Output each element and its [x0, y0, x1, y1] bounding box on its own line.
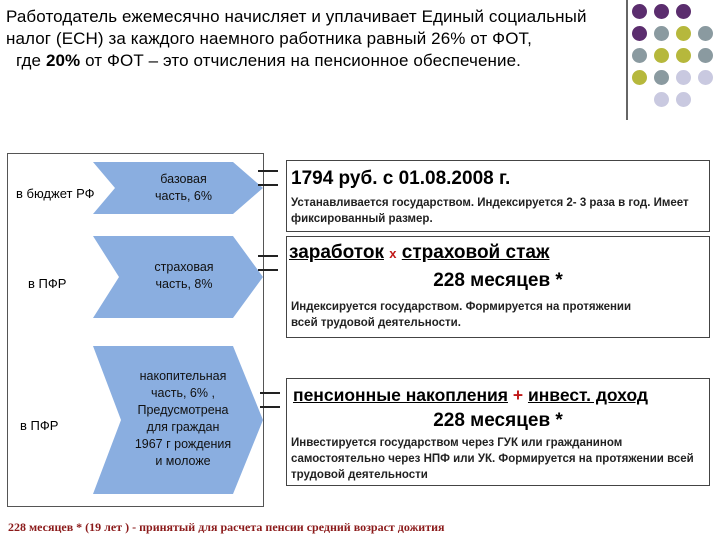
funded-part-line-1: накопительная — [139, 369, 227, 383]
insurance-formula-numerator — [289, 241, 549, 266]
funded-part-line-4: для граждан — [146, 420, 220, 434]
heading-percent: 20% — [45, 51, 81, 70]
insurance-part-line-1: страховая — [154, 260, 214, 274]
distribution-frame — [7, 153, 264, 507]
insurance-part-line-2: часть, 8% — [155, 277, 213, 291]
fund-pfr-label-1: в ПФР — [28, 276, 67, 291]
basic-pension-box — [286, 160, 710, 232]
insurance-part-chevron — [93, 236, 263, 318]
funded-pension-note: Инвестируется государством через ГУК или гражданином самостоятельно через НПФ или УК. Формируется на протяжении всей трудовой деятельности — [291, 437, 694, 481]
heading-line-2: налог (ЕСН) за каждого наемного работника равный 26% от ФОТ, — [6, 29, 532, 48]
insurance-numerator-a: заработок — [289, 242, 384, 263]
funded-formula-denominator: 228 месяцев * — [433, 410, 563, 431]
insurance-pension-box — [286, 236, 710, 338]
funded-numerator-a: пенсионные накопления — [293, 385, 508, 405]
fund-budget-label: в бюджет РФ — [16, 186, 95, 201]
times-operator: х — [389, 246, 397, 261]
heading-line-3: где 20% от ФОТ – это отчисления на пенсионное обеспечение. — [16, 51, 521, 70]
basic-part-chevron — [93, 162, 263, 214]
fund-pfr-label-2: в ПФР — [20, 418, 59, 433]
basic-part-line-1: базовая — [160, 172, 207, 186]
heading-line-1: Работодатель ежемесячно начисляет и уплачивает Единый социальный — [6, 7, 587, 26]
funded-part-line-6: и моложе — [155, 454, 211, 468]
funded-part-line-5: 1967 г рождения — [134, 437, 232, 451]
footnote: 228 месяцев * (19 лет ) - принятый для расчета пенсии средний возраст дожития — [8, 520, 445, 534]
funded-part-line-3: Предусмотрена — [137, 403, 229, 417]
funded-numerator-b: инвест. доход — [527, 385, 649, 405]
basic-part-line-2: часть, 6% — [155, 189, 212, 203]
page-heading — [6, 6, 696, 72]
basic-pension-note: Устанавливается государством. Индексируется 2- 3 раза в год. Имеет фиксированный размер. — [291, 197, 689, 225]
basic-pension-amount: 1794 руб. с 01.08.2008 г. — [291, 168, 511, 189]
funded-part-line-2: часть, 6% , — [151, 386, 215, 400]
insurance-pension-note: Индексируется государством. Формируется на протяжении всей трудовой деятельности. — [291, 301, 632, 329]
funded-formula-numerator — [293, 383, 648, 407]
insurance-formula-denominator: 228 месяцев * — [433, 270, 563, 291]
funded-pension-box — [286, 378, 710, 486]
funded-part-chevron — [93, 346, 263, 494]
insurance-numerator-b: страховой стаж — [401, 242, 550, 263]
plus-operator: + — [512, 385, 524, 405]
